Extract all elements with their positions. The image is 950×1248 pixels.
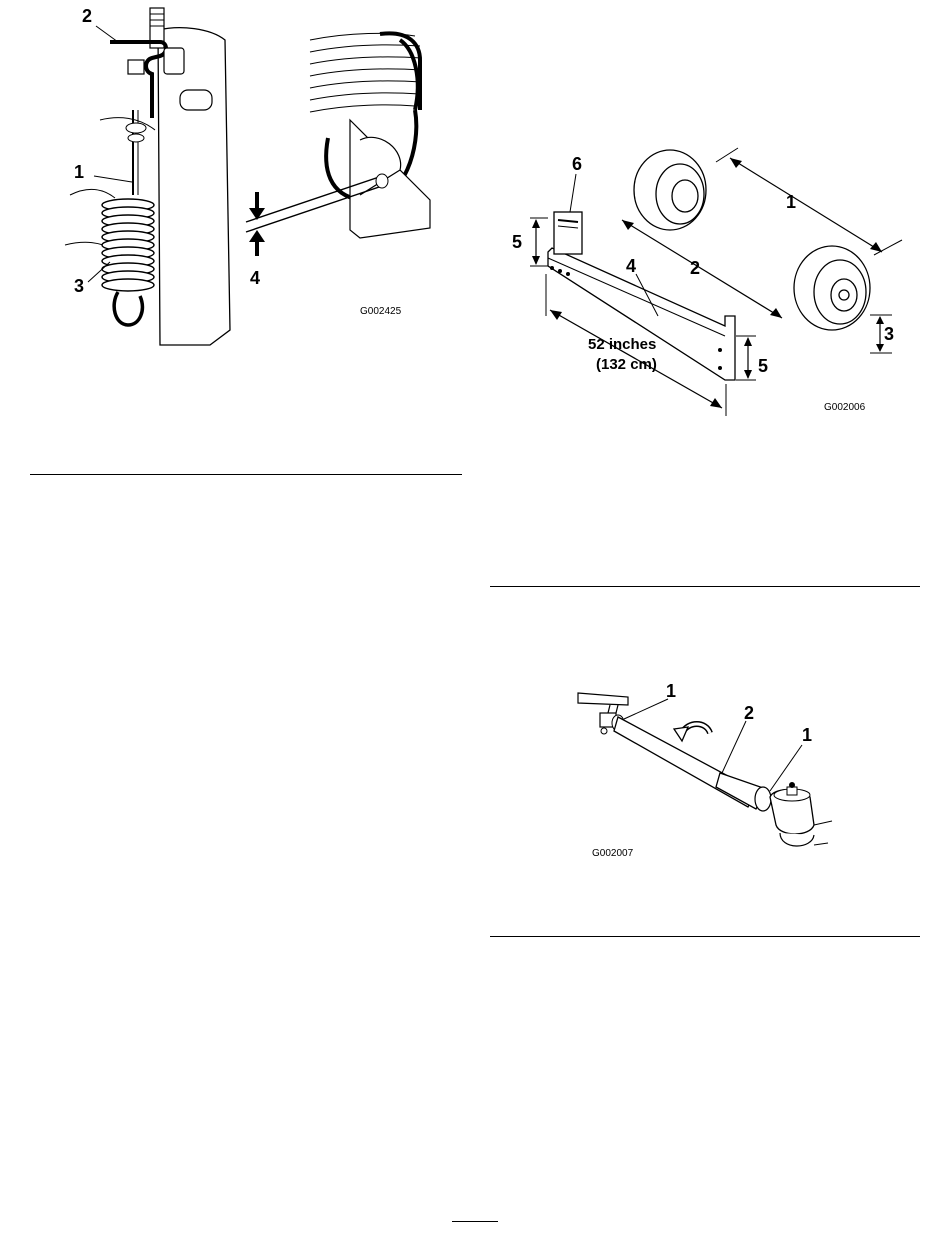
callout-1: 1	[74, 162, 85, 182]
divider-right-1	[490, 586, 920, 587]
callout-6: 6	[572, 154, 583, 174]
length-label-metric: (132 cm)	[596, 356, 657, 373]
callout-2: 2	[82, 6, 93, 26]
alignment-tool-illustration	[500, 140, 920, 430]
callout-1-left: 1	[666, 681, 677, 701]
callout-3: 3	[74, 276, 85, 296]
spring-illustration	[60, 0, 440, 360]
divider-left	[30, 474, 462, 475]
callout-2: 2	[744, 703, 755, 723]
callout-5-left: 5	[512, 232, 523, 252]
callout-1-right: 1	[802, 725, 813, 745]
figure-id: G002007	[592, 848, 634, 859]
callout-5-right: 5	[758, 356, 769, 376]
callout-3: 3	[884, 324, 895, 344]
footer-rule	[452, 1221, 498, 1222]
callout-4: 4	[626, 256, 637, 276]
figure-id: G002425	[360, 306, 402, 317]
figure-spring-adjustment	[60, 0, 440, 360]
tie-rod-illustration	[570, 675, 840, 865]
divider-right-2	[490, 936, 920, 937]
length-label-imperial: 52 inches	[588, 336, 657, 353]
figure-alignment-tool	[500, 140, 920, 430]
callout-4: 4	[250, 268, 261, 288]
figure-tie-rod	[570, 675, 840, 865]
callout-2: 2	[690, 258, 701, 278]
callout-1: 1	[786, 192, 797, 212]
figure-id: G002006	[824, 402, 866, 413]
